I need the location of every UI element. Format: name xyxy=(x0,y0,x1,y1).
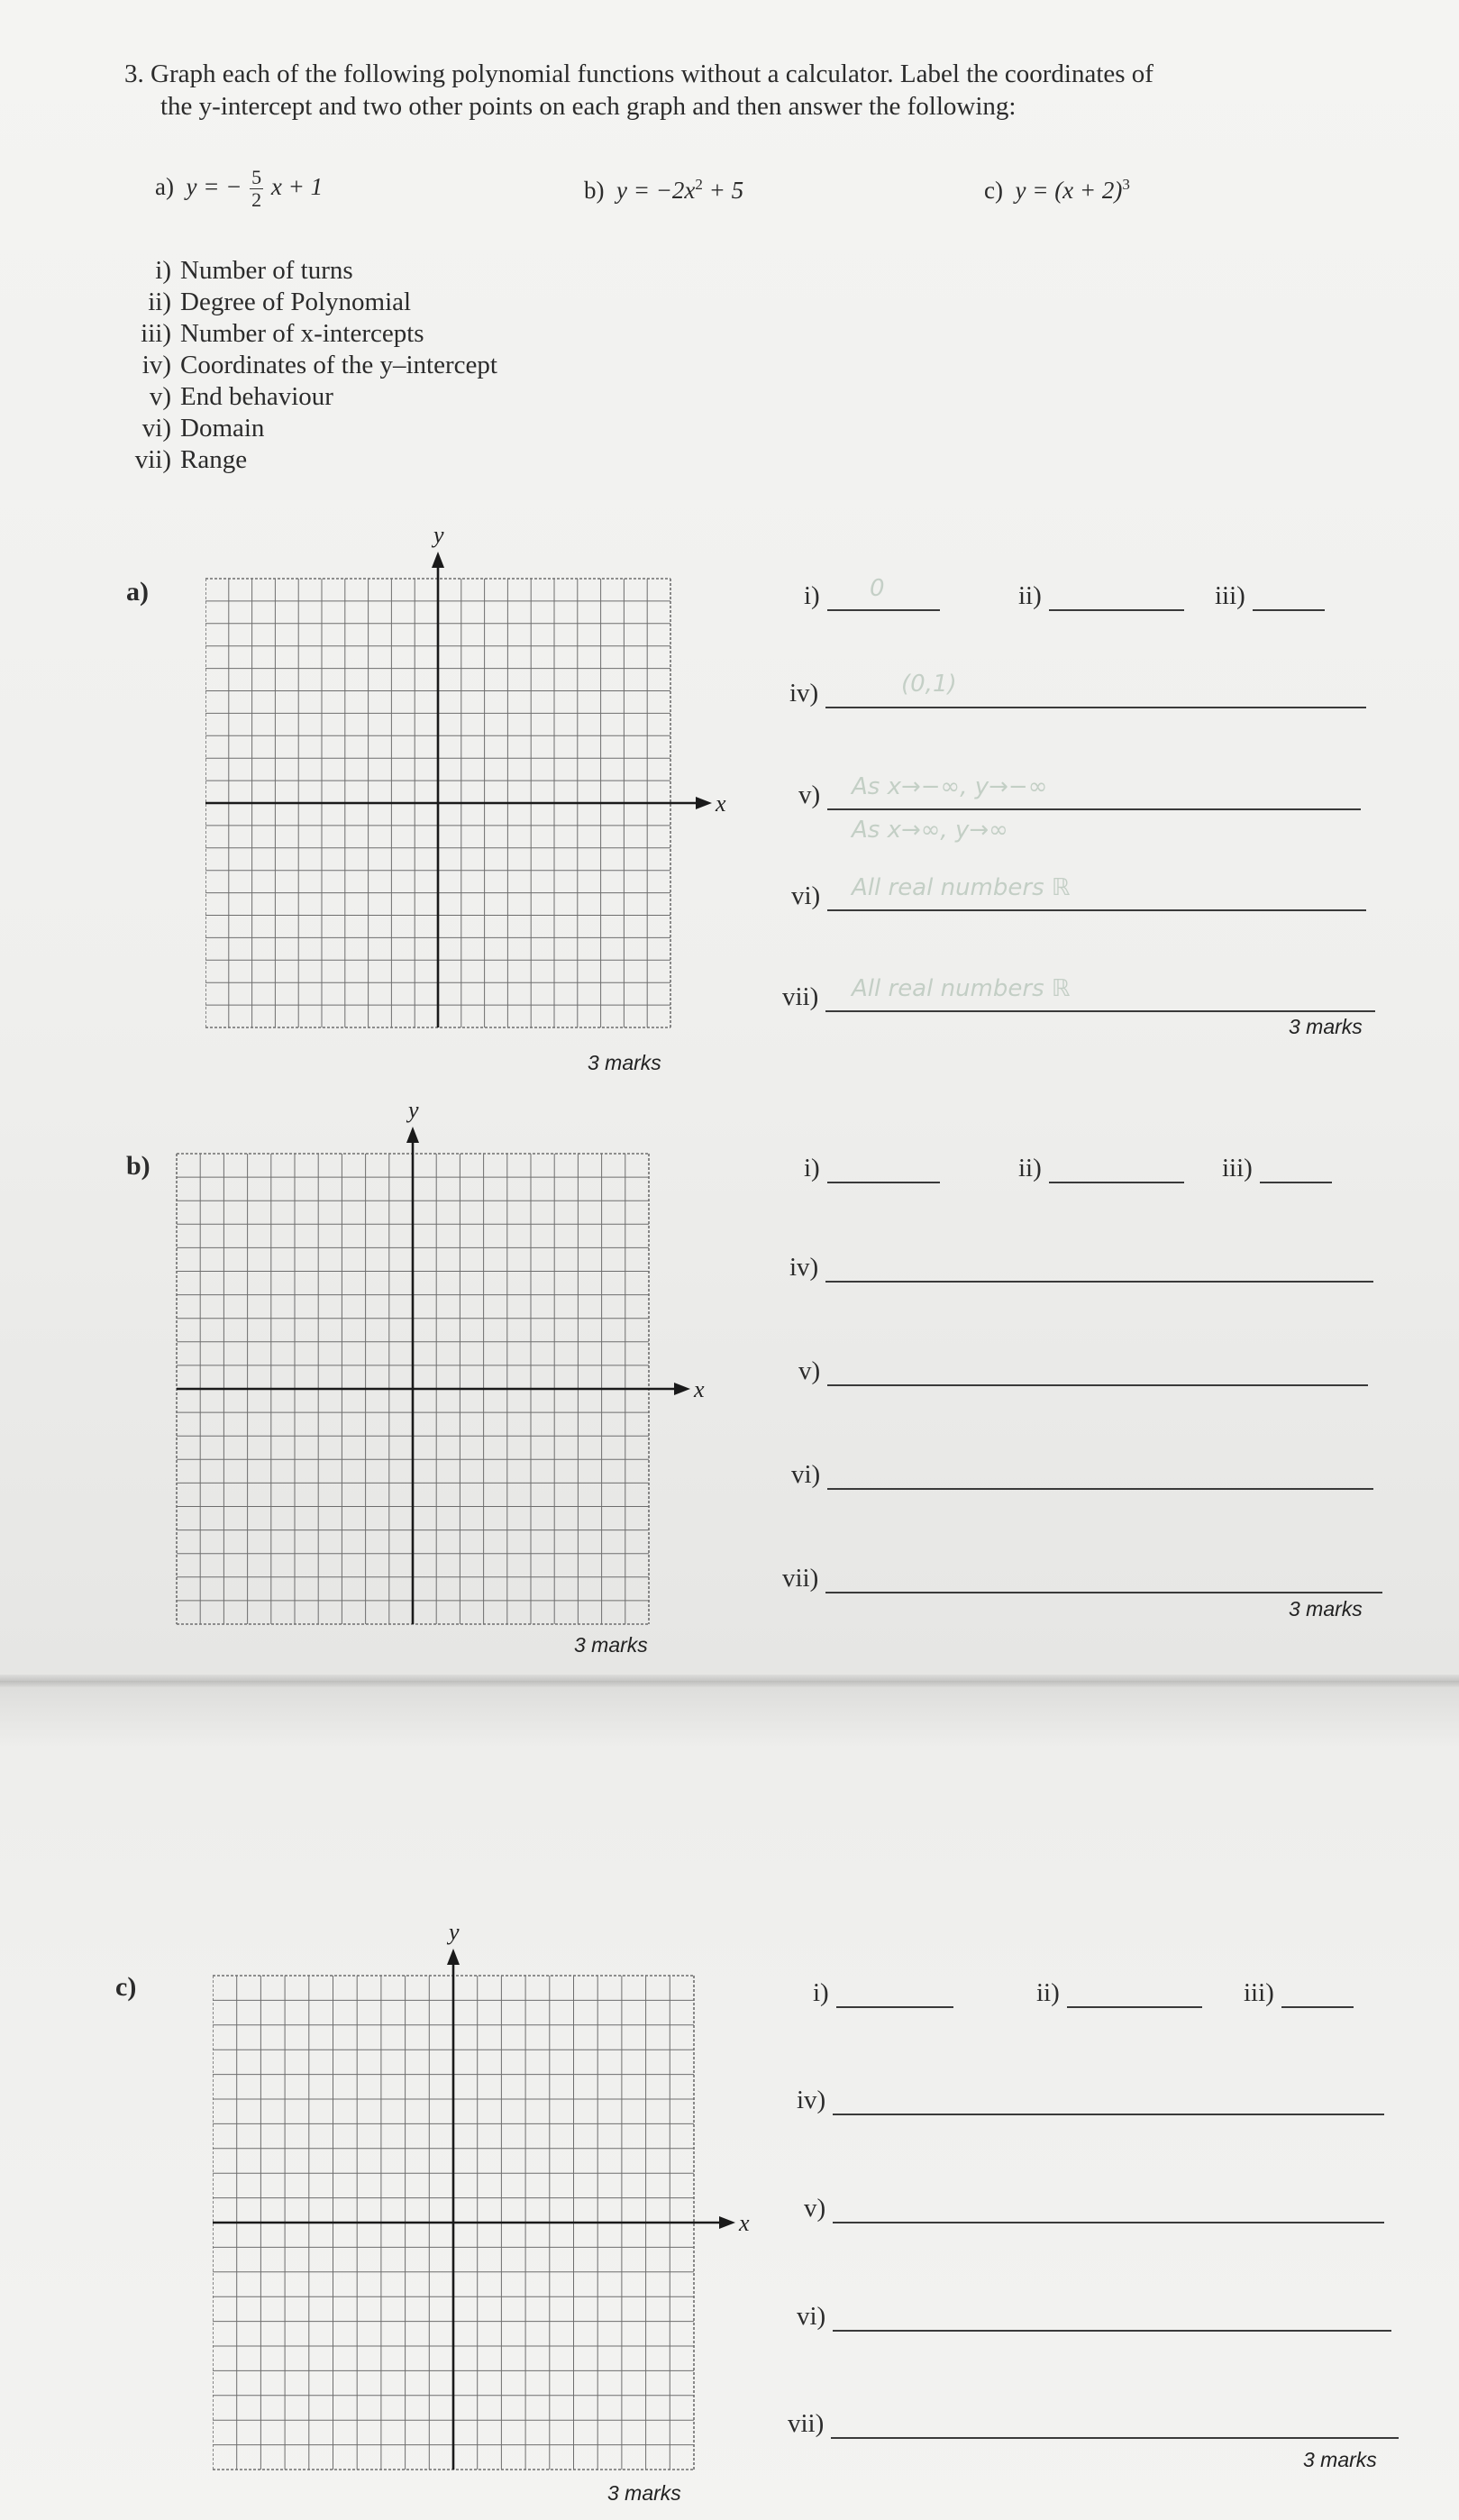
question-item: vii) Range xyxy=(134,445,248,474)
graph-a-marks: 3 marks xyxy=(588,1051,661,1074)
section-b-label: b) xyxy=(126,1151,150,1181)
answer-vii[interactable]: vii) xyxy=(782,1564,1382,1593)
question-item: iv) Coordinates of the y–intercept xyxy=(141,351,497,379)
function-c xyxy=(984,176,1130,205)
question-text-line-1: 3. Graph each of the following polynomial functions without a calculator. Label the coordinates of xyxy=(124,59,1154,88)
graph-b-marks: 3 marks xyxy=(574,1633,648,1657)
y-axis-arrow-icon xyxy=(447,1949,460,1965)
answer-iii[interactable]: iii) xyxy=(1222,1154,1332,1183)
answer-b-marks: 3 marks xyxy=(1289,1597,1363,1621)
pencil-answer-i: 0 xyxy=(870,575,885,602)
graph-b[interactable] xyxy=(173,1082,714,1630)
answer-vi[interactable]: vi) xyxy=(797,2302,1391,2332)
y-axis-label: y xyxy=(433,522,444,548)
answer-i[interactable]: i) xyxy=(804,581,940,611)
y-axis-label: y xyxy=(449,1919,460,1945)
pencil-answer-v-2: As x→∞, y→∞ xyxy=(852,817,1008,844)
answer-vii[interactable]: vii) xyxy=(782,982,1375,1012)
answer-iv[interactable]: iv) xyxy=(789,1253,1373,1283)
answer-iii[interactable]: iii) xyxy=(1215,581,1325,611)
answer-a-marks: 3 marks xyxy=(1289,1015,1363,1038)
y-axis-label: y xyxy=(408,1097,419,1123)
function-c-exponent: 3 xyxy=(1122,176,1130,193)
answer-vii[interactable]: vii) xyxy=(788,2409,1399,2439)
answer-ii[interactable]: ii) xyxy=(1018,1154,1184,1183)
answer-ii[interactable]: ii) xyxy=(1036,1978,1202,2008)
function-a-rhs: x + 1 xyxy=(270,172,324,200)
page-fold-shadow xyxy=(0,1675,1459,1687)
answer-i[interactable]: i) xyxy=(804,1154,940,1183)
graph-grid[interactable] xyxy=(205,512,728,1035)
function-b-tail: + 5 xyxy=(702,177,744,204)
graph-c-marks: 3 marks xyxy=(607,2481,681,2505)
x-axis-arrow-icon xyxy=(674,1383,690,1395)
x-axis-label: x xyxy=(716,790,726,817)
pencil-answer-vi: All real numbers ℝ xyxy=(852,874,1071,901)
question-item: iii) Number of x-intercepts xyxy=(141,319,424,348)
answer-v[interactable]: v) xyxy=(798,781,1361,810)
function-b-label: b) xyxy=(584,177,605,204)
answer-i[interactable]: i) xyxy=(813,1978,953,2008)
answer-vi[interactable]: vi) xyxy=(791,1460,1373,1490)
graph-a[interactable] xyxy=(205,512,728,1035)
pencil-answer-vii: All real numbers ℝ xyxy=(852,975,1071,1002)
function-a-label: a) xyxy=(155,172,174,200)
x-axis-arrow-icon xyxy=(719,2216,735,2229)
answer-iv[interactable]: iv) xyxy=(797,2086,1384,2115)
x-axis-label: x xyxy=(694,1376,705,1402)
question-text-line-2: the y-intercept and two other points on each graph and then answer the following: xyxy=(160,92,1017,121)
answer-c-marks: 3 marks xyxy=(1303,2448,1377,2471)
function-b-exponent: 2 xyxy=(695,176,703,193)
y-axis-arrow-icon xyxy=(406,1127,419,1143)
graph-grid[interactable] xyxy=(173,1082,714,1630)
y-axis-arrow-icon xyxy=(432,552,444,568)
function-b xyxy=(584,176,743,205)
pencil-answer-iv: (0,1) xyxy=(901,671,957,698)
section-c-label: c) xyxy=(115,1972,137,2002)
answer-v[interactable]: v) xyxy=(798,1356,1368,1386)
section-a-label: a) xyxy=(126,577,149,607)
graph-grid[interactable] xyxy=(213,1902,753,2479)
fraction-numerator: 5 xyxy=(251,166,262,188)
graph-c[interactable] xyxy=(213,1902,753,2479)
function-c-expr: y = (x + 2) xyxy=(1015,177,1123,204)
x-axis-label: x xyxy=(739,2210,750,2236)
answer-iii[interactable]: iii) xyxy=(1244,1978,1354,2008)
question-item: i) Number of turns xyxy=(155,256,353,285)
x-axis-arrow-icon xyxy=(696,797,712,809)
function-a xyxy=(155,167,323,211)
function-a-lhs: y = − xyxy=(186,172,242,200)
answer-v[interactable]: v) xyxy=(804,2194,1384,2223)
question-item: v) End behaviour xyxy=(149,382,333,411)
answer-iv[interactable]: iv) xyxy=(789,679,1366,708)
pencil-answer-v-1: As x→−∞, y→−∞ xyxy=(852,773,1048,800)
function-c-label: c) xyxy=(984,177,1003,204)
question-item: ii) Degree of Polynomial xyxy=(148,288,412,316)
function-b-expr: y = −2x xyxy=(616,177,696,204)
answer-vi[interactable]: vi) xyxy=(791,881,1366,911)
function-a-fraction xyxy=(250,167,263,211)
answer-ii[interactable]: ii) xyxy=(1018,581,1184,611)
question-item: vi) Domain xyxy=(141,414,265,443)
fraction-denominator: 2 xyxy=(251,188,262,212)
